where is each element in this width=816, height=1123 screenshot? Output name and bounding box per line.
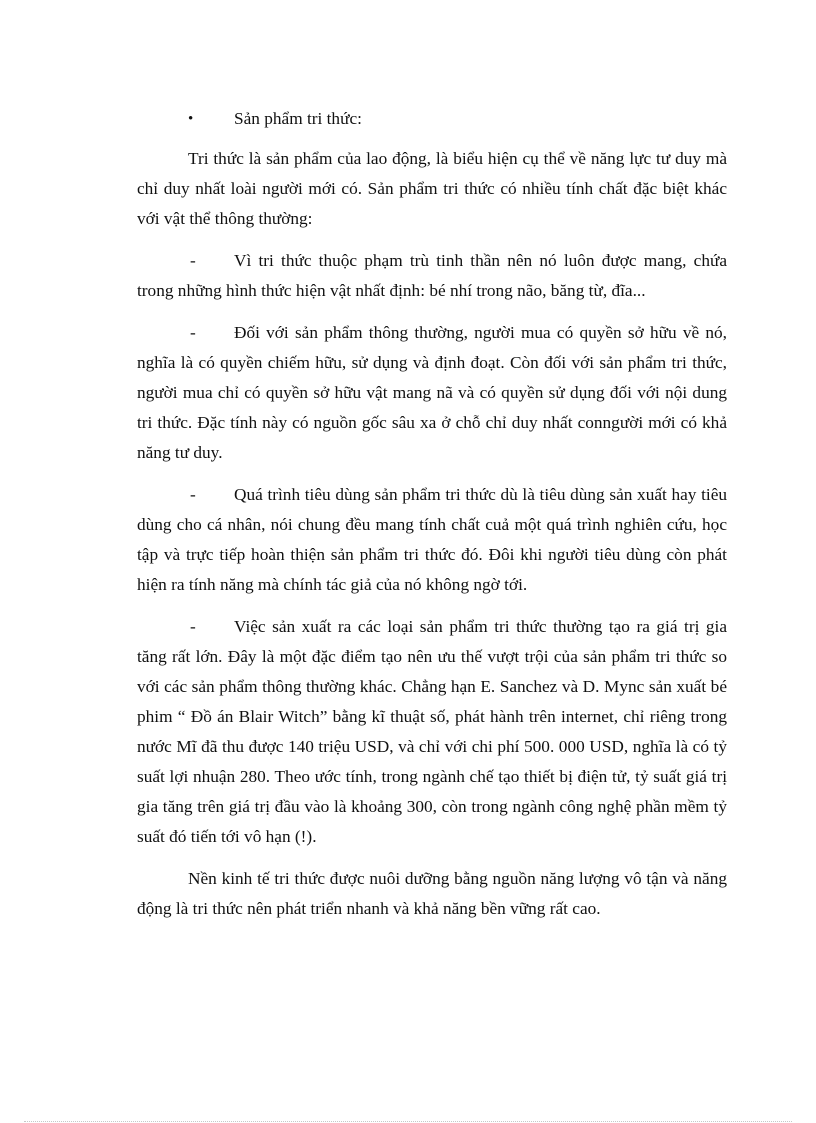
list-item-4: [137, 612, 727, 852]
page-bottom-divider: [24, 1121, 792, 1122]
dash-marker: -: [190, 485, 196, 504]
list-item-text: Quá trình tiêu dùng sản phẩm tri thức dù là tiêu dùng sản xuất hay tiêu dùng cho cá nhân, nói chung đều mang tính chất cuả một quá trình nghiên cứu, học tập và trực tiếp hoàn thiện sản phẩm tri thức đó. Đôi khi người tiêu dùng còn phát hiện ra tính năng mà chính tác giả của nó không ngờ tới.: [137, 485, 727, 594]
section-heading: [137, 104, 727, 134]
conclusion-paragraph: Nền kinh tế tri thức được nuôi dưỡng bằng nguồn năng lượng vô tận và năng động là tri thức nên phát triển nhanh và khả năng bền vững rất cao.: [137, 869, 727, 918]
intro-paragraph: Tri thức là sản phẩm của lao động, là biểu hiện cụ thể về năng lực tư duy mà chỉ duy nhất loài người mới có. Sản phẩm tri thức có nhiều tính chất đặc biệt khác với vật thể thông thường:: [137, 149, 727, 228]
list-item-2: [137, 318, 727, 468]
dash-marker: -: [190, 251, 196, 270]
dash-marker: -: [190, 617, 196, 636]
list-item-3: [137, 480, 727, 600]
list-item-text: Việc sản xuất ra các loại sản phẩm tri thức thường tạo ra giá trị gia tăng rất lớn. Đây là một đặc điểm tạo nên ưu thế vượt trội của sản phẩm tri thức so với các sản phẩm thông thường khác. Chẳng hạn E. Sanchez và D. Mync sản xuất bé phim “ Đồ án Blair Witch” bằng kĩ thuật số, phát hành trên internet, chỉ riêng trong nước Mĩ đã thu được 140 triệu USD, và chỉ với chi phí 500. 000 USD, nghĩa là có tỷ suất lợi nhuận 280. Theo ước tính, trong ngành chế tạo thiết bị điện tử, tỷ suất giá trị gia tăng trên giá trị đầu vào là khoảng 300, còn trong ngành công nghệ phần mềm tỷ suất đó tiến tới vô hạn (!).: [137, 617, 727, 846]
list-item-1: [137, 246, 727, 306]
bullet-icon: •: [188, 111, 194, 127]
document-body: [137, 104, 727, 936]
heading-text: Sản phẩm tri thức:: [234, 109, 362, 128]
list-item-text: Vì tri thức thuộc phạm trù tinh thần nên nó luôn được mang, chứa trong những hình thức hiện vật nhất định: bé nhí trong não, băng từ, đĩa...: [137, 251, 727, 300]
dash-marker: -: [190, 323, 196, 342]
list-item-text: Đối với sản phẩm thông thường, người mua có quyền sở hữu về nó, nghĩa là có quyền chiếm hữu, sử dụng và định đoạt. Còn đối với sản phẩm tri thức, người mua chỉ có quyền sở hữu vật mang nã và có quyền sử dụng đối với nội dung tri thức. Đặc tính này có nguồn gốc sâu xa ở chỗ chỉ duy nhất conngười mới có khả năng tư duy.: [137, 323, 727, 462]
